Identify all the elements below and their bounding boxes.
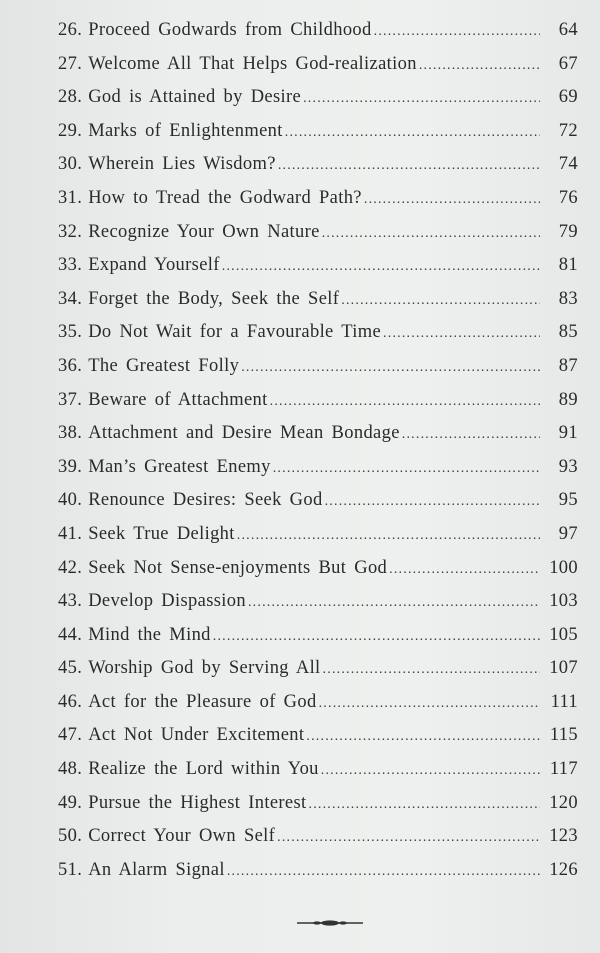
entry-page-number: 67	[558, 53, 578, 74]
entry-page-number: 97	[558, 523, 578, 544]
entry-title: Beware of Attachment	[88, 389, 268, 410]
toc-entry	[58, 826, 578, 860]
entry-title: Develop Dispassion	[88, 591, 246, 612]
entry-page-number: 117	[549, 759, 578, 780]
entry-number: 46.	[58, 691, 83, 712]
table-of-contents	[58, 20, 578, 893]
entry-title: Correct Your Own Self	[88, 826, 276, 847]
entry-page-number: 69	[558, 87, 578, 108]
dot-leader	[383, 326, 540, 342]
entry-number: 30.	[58, 154, 83, 175]
entry-title: Recognize Your Own Nature	[88, 221, 320, 242]
toc-entry	[58, 692, 578, 726]
toc-entry	[58, 255, 578, 289]
toc-entry	[58, 322, 578, 356]
dot-leader	[270, 394, 540, 410]
dot-leader	[241, 360, 540, 376]
toc-entry	[58, 759, 578, 793]
entry-page-number: 79	[558, 221, 578, 242]
dot-leader	[309, 797, 541, 813]
toc-entry	[58, 658, 578, 692]
dot-leader	[389, 562, 540, 578]
entry-page-number: 64	[558, 20, 578, 40]
entry-page-number: 76	[558, 187, 578, 208]
toc-entry	[58, 423, 578, 457]
toc-entry	[58, 390, 578, 424]
end-ornament-icon	[295, 918, 365, 928]
dot-leader	[278, 158, 540, 174]
entry-title: Welcome All That Helps God-realization	[88, 53, 417, 74]
entry-title: An Alarm Signal	[88, 859, 225, 880]
dot-leader	[419, 58, 540, 74]
entry-title: Marks of Enlightenment	[88, 120, 283, 141]
entry-title: Proceed Godwards from Childhood	[88, 20, 372, 40]
entry-title: Mind the Mind	[88, 624, 211, 645]
entry-title: Attachment and Desire Mean Bondage	[88, 423, 400, 444]
entry-number: 32.	[58, 221, 83, 242]
entry-page-number: 91	[558, 423, 578, 444]
toc-entry	[58, 591, 578, 625]
entry-number: 42.	[58, 557, 83, 578]
toc-entry	[58, 490, 578, 524]
entry-number: 34.	[58, 288, 83, 309]
entry-title: Act Not Under Excitement	[88, 725, 305, 746]
entry-number: 51.	[58, 859, 83, 880]
entry-title: How to Tread the Godward Path?	[88, 187, 362, 208]
dot-leader	[322, 226, 540, 242]
dot-leader	[319, 696, 540, 712]
entry-page-number: 123	[549, 826, 578, 847]
toc-entry	[58, 20, 578, 54]
toc-entry	[58, 188, 578, 222]
entry-number: 33.	[58, 255, 83, 276]
entry-page-number: 103	[549, 591, 578, 612]
entry-number: 47.	[58, 725, 83, 746]
entry-number: 50.	[58, 826, 83, 847]
entry-title: Realize the Lord within You	[88, 759, 319, 780]
entry-page-number: 74	[558, 154, 578, 175]
dot-leader	[277, 830, 540, 846]
entry-page-number: 87	[558, 355, 578, 376]
dot-leader	[273, 461, 540, 477]
entry-title: Seek True Delight	[88, 523, 235, 544]
entry-page-number: 105	[549, 624, 578, 645]
dot-leader	[364, 192, 540, 208]
toc-entry	[58, 154, 578, 188]
entry-number: 43.	[58, 591, 83, 612]
entry-number: 45.	[58, 658, 83, 679]
toc-entry	[58, 558, 578, 592]
dot-leader	[248, 595, 540, 611]
entry-title: Seek Not Sense-enjoyments But God	[88, 557, 388, 578]
entry-title: Pursue the Highest Interest	[88, 792, 307, 813]
toc-entry	[58, 222, 578, 256]
entry-page-number: 120	[549, 792, 578, 813]
entry-title: Worship God by Serving All	[88, 658, 321, 679]
entry-title: The Greatest Folly	[88, 355, 240, 376]
entry-number: 36.	[58, 355, 83, 376]
entry-page-number: 126	[549, 859, 578, 880]
entry-page-number: 81	[558, 255, 578, 276]
dot-leader	[227, 864, 540, 880]
entry-title: Expand Yourself	[88, 255, 220, 276]
dot-leader	[323, 662, 540, 678]
entry-number: 31.	[58, 187, 83, 208]
entry-number: 49.	[58, 792, 83, 813]
toc-entry	[58, 121, 578, 155]
entry-number: 29.	[58, 120, 83, 141]
entry-page-number: 89	[558, 389, 578, 410]
dot-leader	[306, 729, 540, 745]
dot-leader	[321, 763, 540, 779]
toc-entry	[58, 87, 578, 121]
toc-entry	[58, 54, 578, 88]
toc-entry	[58, 524, 578, 558]
entry-title: Do Not Wait for a Favourable Time	[88, 322, 382, 343]
entry-number: 41.	[58, 523, 83, 544]
entry-page-number: 107	[549, 658, 578, 679]
entry-number: 26.	[58, 20, 83, 40]
dot-leader	[222, 259, 540, 275]
entry-number: 28.	[58, 87, 83, 108]
entry-page-number: 85	[558, 322, 578, 343]
entry-page-number: 93	[558, 456, 578, 477]
entry-page-number: 111	[550, 691, 578, 712]
dot-leader	[285, 125, 540, 141]
entry-number: 38.	[58, 423, 83, 444]
toc-entry	[58, 457, 578, 491]
entry-title: Act for the Pleasure of God	[88, 691, 317, 712]
toc-entry	[58, 289, 578, 323]
entry-title: Renounce Desires: Seek God	[88, 490, 323, 511]
toc-entry	[58, 725, 578, 759]
entry-title: Man’s Greatest Enemy	[88, 456, 271, 477]
entry-number: 48.	[58, 759, 83, 780]
dot-leader	[402, 427, 540, 443]
entry-page-number: 115	[549, 725, 578, 746]
dot-leader	[341, 293, 540, 309]
entry-number: 39.	[58, 456, 83, 477]
toc-entry	[58, 793, 578, 827]
entry-page-number: 83	[558, 288, 578, 309]
dot-leader	[325, 494, 540, 510]
entry-page-number: 72	[558, 120, 578, 141]
dot-leader	[303, 91, 540, 107]
dot-leader	[213, 629, 540, 645]
entry-title: Wherein Lies Wisdom?	[88, 154, 276, 175]
entry-title: Forget the Body, Seek the Self	[88, 288, 340, 309]
entry-title: God is Attained by Desire	[88, 87, 302, 108]
toc-entry	[58, 625, 578, 659]
entry-page-number: 100	[549, 557, 578, 578]
entry-page-number: 95	[558, 490, 578, 511]
entry-number: 35.	[58, 322, 83, 343]
entry-number: 37.	[58, 389, 83, 410]
dot-leader	[237, 528, 540, 544]
toc-entry	[58, 860, 578, 894]
entry-number: 40.	[58, 490, 83, 511]
toc-entry	[58, 356, 578, 390]
entry-number: 44.	[58, 624, 83, 645]
entry-number: 27.	[58, 53, 83, 74]
dot-leader	[374, 24, 540, 40]
